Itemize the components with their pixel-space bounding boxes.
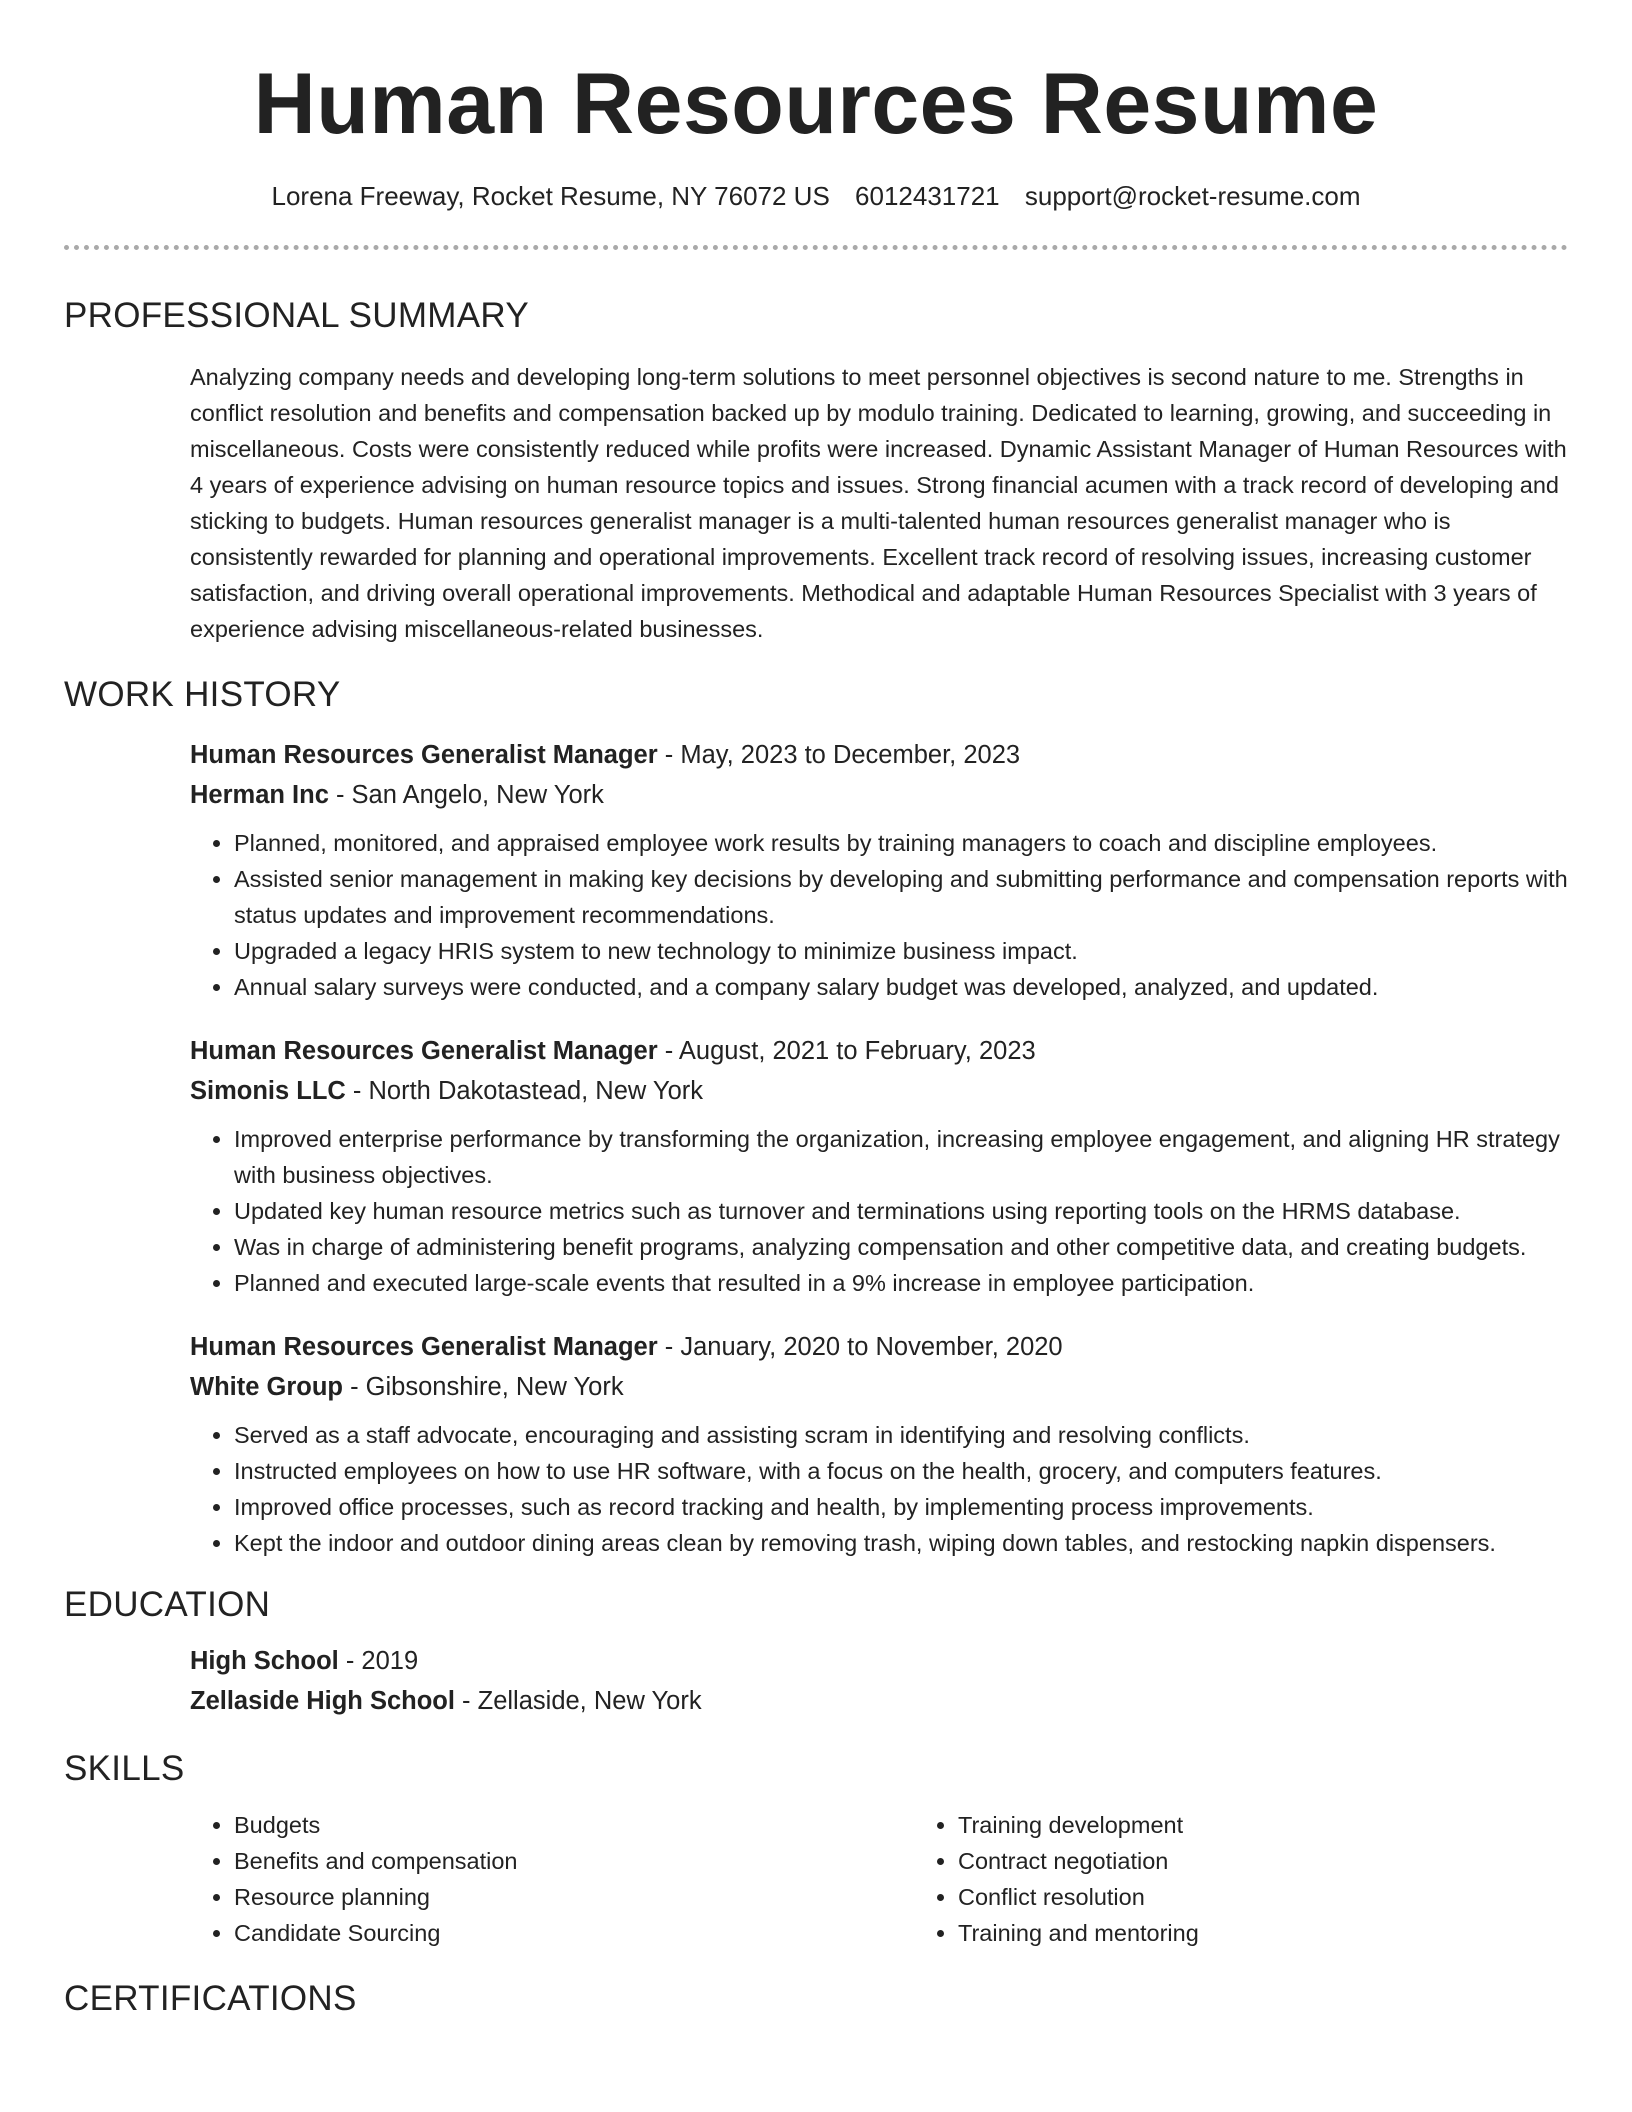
job-company: Herman Inc xyxy=(190,781,329,809)
job-title: Human Resources Generalist Manager xyxy=(190,741,658,769)
job-title-line xyxy=(190,1031,1568,1071)
work-history-list xyxy=(190,735,1568,1561)
job-bullet: • Instructed employees on how to use HR software, with a focus on the health, grocery, and computers features. xyxy=(234,1453,1568,1489)
job-location: - San Angelo, New York xyxy=(328,781,604,809)
job-title-line xyxy=(190,735,1568,775)
education-school-line xyxy=(190,1681,1568,1721)
contact-phone: 6012431721 xyxy=(855,181,1000,211)
job-bullet: • Assisted senior management in making key decisions by developing and submitting performance and compensation reports with status updates and improvement recommendations. xyxy=(234,861,1568,933)
job-company-line xyxy=(190,1367,1568,1407)
job-bullet: • Improved office processes, such as record tracking and health, by implementing process improvements. xyxy=(234,1489,1568,1525)
job-dates: - May, 2023 to December, 2023 xyxy=(657,741,1021,769)
skill-item: • Training and mentoring xyxy=(958,1915,1558,1951)
header-divider xyxy=(64,245,1568,250)
skills-right-column xyxy=(914,1807,1558,1951)
resume-title: Human Resources Resume xyxy=(253,56,1379,152)
job-entry xyxy=(190,1031,1568,1301)
job-bullets xyxy=(190,825,1568,1005)
job-entry xyxy=(190,735,1568,1005)
job-title: Human Resources Generalist Manager xyxy=(190,1037,658,1065)
job-company: White Group xyxy=(190,1373,343,1401)
education-degree-line xyxy=(190,1641,1568,1681)
skills-columns xyxy=(190,1807,1568,1951)
education-school: Zellaside High School xyxy=(190,1687,455,1715)
summary-heading: PROFESSIONAL SUMMARY xyxy=(64,296,529,335)
job-bullet: • Improved enterprise performance by transforming the organization, increasing employee engagement, and aligning HR strategy with business objectives. xyxy=(234,1121,1568,1193)
skill-item: • Resource planning xyxy=(234,1879,914,1915)
job-bullet: • Planned, monitored, and appraised employee work results by training managers to coach and discipline employees. xyxy=(234,825,1568,861)
contact-email: support@rocket-resume.com xyxy=(1024,181,1361,211)
education-heading: EDUCATION xyxy=(64,1585,271,1624)
job-dates: - August, 2021 to February, 2023 xyxy=(657,1037,1036,1065)
job-company-line xyxy=(190,775,1568,815)
job-company: Simonis LLC xyxy=(190,1077,346,1105)
education-location: - Zellaside, New York xyxy=(454,1687,702,1715)
job-bullets xyxy=(190,1121,1568,1301)
job-title: Human Resources Generalist Manager xyxy=(190,1333,658,1361)
certifications-heading: CERTIFICATIONS xyxy=(64,1979,357,2018)
job-bullet: • Kept the indoor and outdoor dining areas clean by removing trash, wiping down tables, and restocking napkin dispensers. xyxy=(234,1525,1568,1561)
skill-item: • Conflict resolution xyxy=(958,1879,1558,1915)
summary-text: Analyzing company needs and developing long-term solutions to meet personnel objectives is second nature to me. Strengths in conflict resolution and benefits and compensation backed up by modulo training. Dedicated to learning, growing, and succeeding in miscellaneous. Costs were consistently reduced while profits were increased. Dynamic Assistant Manager of Human Resources with 4 years of experience advising on human resource topics and issues. Strong financial acumen with a track record of developing and sticking to budgets. Human resources generalist manager is a multi-talented human resources generalist manager who is consistently rewarded for planning and operational improvements. Excellent track record of resolving issues, increasing customer satisfaction, and driving overall operational improvements. Methodical and adaptable Human Resources Specialist with 3 years of experience advising miscellaneous-related businesses. xyxy=(190,364,1567,642)
work-history-heading: WORK HISTORY xyxy=(64,675,341,714)
skill-item: • Training development xyxy=(958,1807,1558,1843)
job-bullet: • Updated key human resource metrics such as turnover and terminations using reporting tools on the HRMS database. xyxy=(234,1193,1568,1229)
education-entry xyxy=(190,1641,1568,1721)
job-bullet: • Was in charge of administering benefit programs, analyzing compensation and other competitive data, and creating budgets. xyxy=(234,1229,1568,1265)
job-bullet: • Served as a staff advocate, encouraging and assisting scram in identifying and resolving conflicts. xyxy=(234,1417,1568,1453)
skill-item: • Contract negotiation xyxy=(958,1843,1558,1879)
job-dates: - January, 2020 to November, 2020 xyxy=(657,1333,1063,1361)
job-entry xyxy=(190,1327,1568,1561)
job-location: - Gibsonshire, New York xyxy=(342,1373,624,1401)
job-bullets xyxy=(190,1417,1568,1561)
contact-address: Lorena Freeway, Rocket Resume, NY 76072 US xyxy=(271,181,830,211)
job-bullet: • Upgraded a legacy HRIS system to new technology to minimize business impact. xyxy=(234,933,1568,969)
job-title-line xyxy=(190,1327,1568,1367)
job-bullet: • Annual salary surveys were conducted, and a company salary budget was developed, analyzed, and updated. xyxy=(234,969,1568,1005)
skill-item: • Candidate Sourcing xyxy=(234,1915,914,1951)
skill-item: • Benefits and compensation xyxy=(234,1843,914,1879)
job-bullet: • Planned and executed large-scale events that resulted in a 9% increase in employee participation. xyxy=(234,1265,1568,1301)
education-year: - 2019 xyxy=(338,1647,419,1675)
education-degree: High School xyxy=(190,1647,339,1675)
job-location: - North Dakotastead, New York xyxy=(345,1077,704,1105)
skill-item: • Budgets xyxy=(234,1807,914,1843)
skills-left-column xyxy=(190,1807,914,1951)
job-company-line xyxy=(190,1071,1568,1111)
contact-line xyxy=(64,178,1568,214)
skills-heading: SKILLS xyxy=(64,1749,185,1788)
